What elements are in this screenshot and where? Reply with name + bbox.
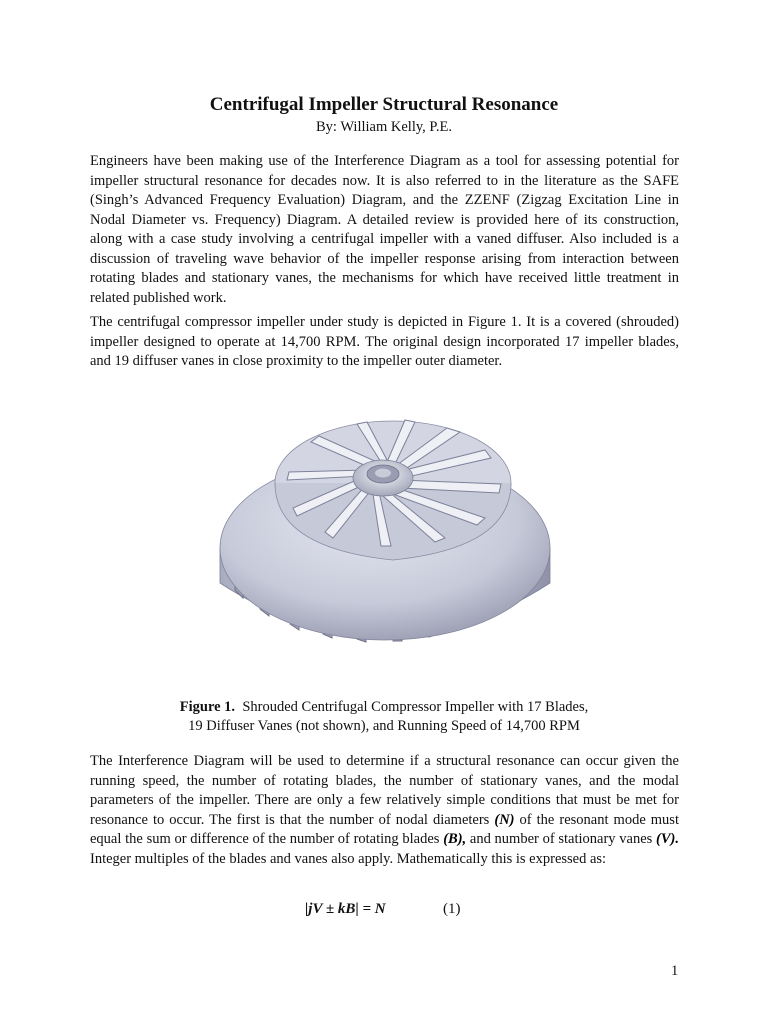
document-title: Centrifugal Impeller Structural Resonance — [209, 94, 559, 115]
paragraph-intro: Engineers have been making use of the Interference Diagram as a tool for assessing potential for impeller structural resonance for decades now. It is also referred to in the literature as the SAFE (Singh’s Advanced Frequency Evaluation) Diagram, and the ZZENF (Zigzag Excitation Line in Nodal Diameter vs. Frequency) Diagram. A detailed review is provided here of its construction, along with a case study involving a centrifugal impeller with a vaned diffuser. Also included is a discussion of traveling wave behavior of the impeller response arising from interaction between rotating blades and stationary vanes, the mechanisms for which have received little treatment in related published work. — [90, 153, 679, 306]
page-number: 1 — [671, 963, 679, 979]
paragraph3-text-3: and number of stationary vanes — [466, 831, 657, 847]
figure-label: Figure 1. — [179, 699, 236, 715]
caption-line-1 — [0, 698, 768, 717]
paragraph3-text-2: of the resonant mode must equal the sum or difference of the number of rotating blades — [90, 811, 679, 847]
paragraph3-text-1: The Interference Diagram will be used to determine if a structural resonance can occur given the running speed, the number of rotating blades, the number of stationary vanes, and the modal parameters of the impeller. There are only a few relatively simple conditions that must be met for resonance to occur. The first is that the number of nodal diameters — [90, 753, 679, 828]
variable-b: (B), — [443, 831, 467, 847]
variable-v: (V). — [656, 831, 679, 847]
author-byline: By: William Kelly, P.E. — [316, 119, 452, 135]
impeller-figure — [215, 398, 555, 670]
caption-text-1: Shrouded Centrifugal Compressor Impeller with 17 Blades, — [242, 699, 589, 715]
variable-n: (N) — [494, 811, 515, 828]
paragraph-impeller-description: The centrifugal compressor impeller under study is depicted in Figure 1. It is a covered (shrouded) impeller designed to operate at 14,700 RPM. The original design incorporated 17 impeller blades, and 19 diffuser vanes in close proximity to the impeller outer diameter. — [90, 314, 679, 369]
equation-1: |jV ± kB| = N — [305, 901, 386, 917]
paragraph-interference-diagram — [90, 752, 679, 869]
figure-caption — [0, 698, 768, 736]
caption-line-2: 19 Diffuser Vanes (not shown), and Running Speed of 14,700 RPM — [188, 718, 580, 734]
paragraph3-text-4: Integer multiples of the blades and vanes also apply. Mathematically this is expressed as: — [90, 850, 607, 867]
impeller-illustration — [215, 398, 555, 670]
equation-number: (1) — [443, 901, 461, 917]
